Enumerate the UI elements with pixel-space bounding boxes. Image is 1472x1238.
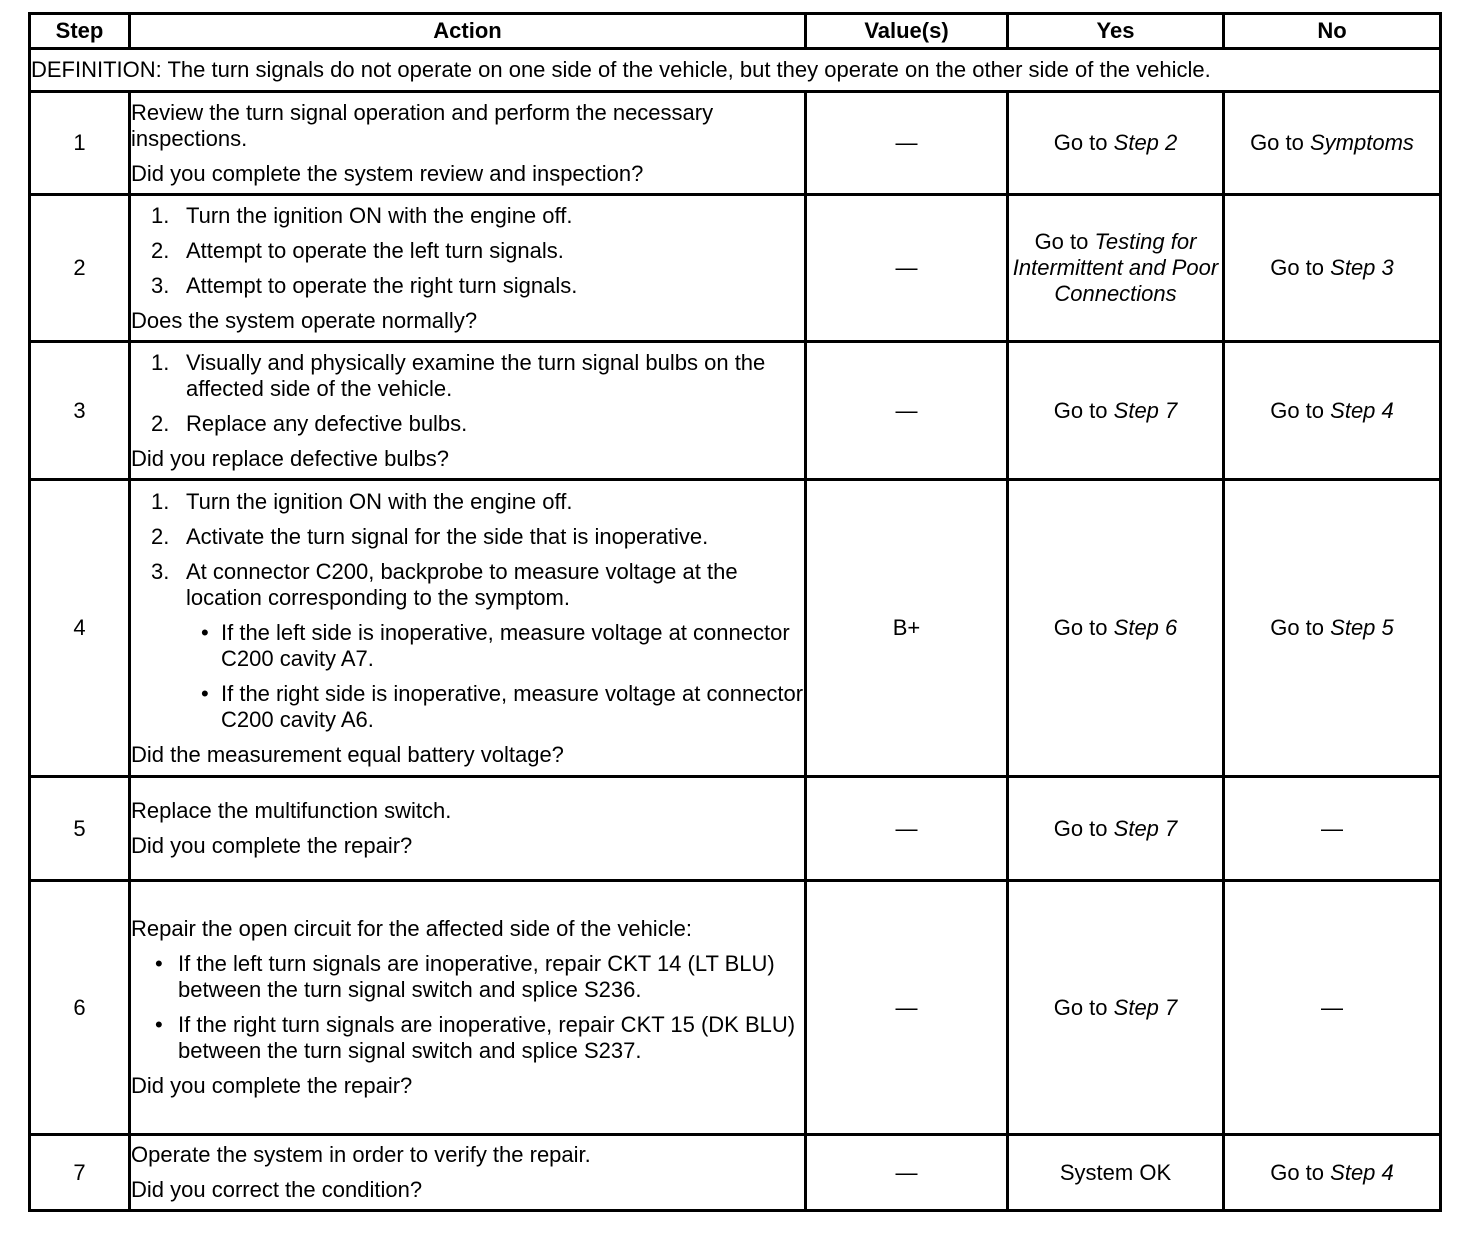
list-item: 3. Attempt to operate the right turn signals. — [151, 272, 578, 298]
value-cell: — — [806, 342, 1008, 480]
action-question: Did you correct the condition? — [131, 1177, 423, 1202]
action-question: Did you complete the system review and inspection? — [131, 160, 644, 186]
value-cell: — — [806, 881, 1008, 1135]
action-question: Did you complete the repair? — [131, 833, 413, 858]
step-number: 4 — [30, 480, 130, 777]
header-no: No — [1224, 14, 1441, 49]
yes-reference: Step 7 — [1113, 994, 1178, 1020]
step-number: 7 — [30, 1135, 130, 1211]
action-cell — [130, 777, 806, 881]
list-item: 1. Turn the ignition ON with the engine off. — [151, 488, 573, 514]
table-row — [30, 777, 1441, 881]
list-item: • If the left turn signals are inoperative, repair CKT 14 (LT BLU) between the turn signal switch and splice S236. — [155, 951, 775, 1002]
action-cell — [130, 342, 806, 480]
yes-cell: Go to Step 2 — [1008, 92, 1224, 195]
value-cell: — — [806, 1135, 1008, 1211]
table-row — [30, 480, 1441, 777]
yes-reference: Step 7 — [1113, 397, 1178, 423]
numbered-list — [131, 350, 804, 437]
action-text: Replace the multifunction switch. — [131, 798, 452, 823]
action-question: Did you replace defective bulbs? — [131, 445, 449, 471]
table-row — [30, 195, 1441, 342]
action-question: Does the system operate normally? — [131, 307, 478, 333]
table-row — [30, 342, 1441, 480]
yes-cell: Go to Step 7 — [1008, 342, 1224, 480]
list-item: 2. Replace any defective bulbs. — [151, 410, 468, 436]
step-number: 6 — [30, 881, 130, 1135]
diagnostic-table — [28, 12, 1442, 1212]
no-reference: Step 3 — [1330, 255, 1394, 280]
list-item: 3. At connector C200, backprobe to measure voltage at the location corresponding to the symptom. — [151, 558, 738, 610]
table-row — [30, 92, 1441, 195]
action-cell — [130, 1135, 806, 1211]
list-item: • If the right side is inoperative, measure voltage at connector C200 cavity A6. — [201, 680, 804, 732]
header-values: Value(s) — [806, 14, 1008, 49]
no-cell: — — [1224, 777, 1441, 881]
action-cell — [130, 480, 806, 777]
definition-row — [30, 49, 1441, 92]
no-reference: Step 4 — [1330, 397, 1394, 423]
header-step: Step — [30, 14, 130, 49]
value-cell: — — [806, 195, 1008, 342]
numbered-list — [131, 489, 804, 611]
list-item: • If the left side is inoperative, measure voltage at connector C200 cavity A7. — [201, 619, 790, 671]
yes-reference: Step 2 — [1113, 130, 1178, 155]
list-item: 1. Turn the ignition ON with the engine off. — [151, 202, 573, 228]
no-cell: — — [1224, 881, 1441, 1135]
header-yes: Yes — [1008, 14, 1224, 49]
list-item: • If the right turn signals are inoperative, repair CKT 15 (DK BLU) between the turn signal switch and splice S237. — [155, 1012, 796, 1063]
no-cell: Go to Step 4 — [1224, 1135, 1441, 1211]
action-cell — [130, 92, 806, 195]
yes-cell: Go to Step 7 — [1008, 881, 1224, 1135]
step-number: 2 — [30, 195, 130, 342]
no-reference: Symptoms — [1310, 130, 1414, 155]
no-reference: Step 4 — [1330, 1159, 1394, 1185]
definition-text: DEFINITION: The turn signals do not operate on one side of the vehicle, but they operate on the other side of the vehicle. — [30, 49, 1441, 92]
table-row — [30, 1135, 1441, 1211]
list-item: 2. Activate the turn signal for the side that is inoperative. — [151, 523, 709, 549]
action-cell — [130, 195, 806, 342]
action-question: Did the measurement equal battery voltage? — [131, 741, 564, 767]
list-item: 1. Visually and physically examine the turn signal bulbs on the affected side of the vehicle. — [151, 349, 766, 401]
step-number: 5 — [30, 777, 130, 881]
value-cell: B+ — [806, 480, 1008, 777]
value-cell: — — [806, 777, 1008, 881]
bullet-list — [131, 620, 804, 733]
step-number: 3 — [30, 342, 130, 480]
table-row — [30, 881, 1441, 1135]
yes-reference: Step 6 — [1113, 615, 1178, 640]
action-text: Operate the system in order to verify the repair. — [131, 1142, 591, 1167]
no-cell: Go to Step 5 — [1224, 480, 1441, 777]
no-reference: Step 5 — [1330, 615, 1394, 640]
yes-cell: System OK — [1008, 1135, 1224, 1211]
yes-cell: Go to Step 6 — [1008, 480, 1224, 777]
value-cell: — — [806, 92, 1008, 195]
action-cell — [130, 881, 806, 1135]
yes-reference: Testing for Intermittent and Poor Connections — [1012, 229, 1219, 306]
action-text: Repair the open circuit for the affected side of the vehicle: — [131, 916, 692, 941]
no-cell: Go to Step 3 — [1224, 195, 1441, 342]
no-cell: Go to Symptoms — [1224, 92, 1441, 195]
action-question: Did you complete the repair? — [131, 1073, 413, 1098]
action-text: Review the turn signal operation and perform the necessary inspections. — [131, 99, 714, 151]
bullet-list — [131, 951, 804, 1064]
no-cell: Go to Step 4 — [1224, 342, 1441, 480]
yes-reference: Step 7 — [1113, 815, 1178, 841]
header-action: Action — [130, 14, 806, 49]
step-number: 1 — [30, 92, 130, 195]
yes-cell: Go to Testing for Intermittent and Poor Connections — [1008, 195, 1224, 342]
yes-cell: Go to Step 7 — [1008, 777, 1224, 881]
header-row — [30, 14, 1441, 49]
numbered-list — [131, 203, 804, 299]
list-item: 2. Attempt to operate the left turn signals. — [151, 237, 564, 263]
